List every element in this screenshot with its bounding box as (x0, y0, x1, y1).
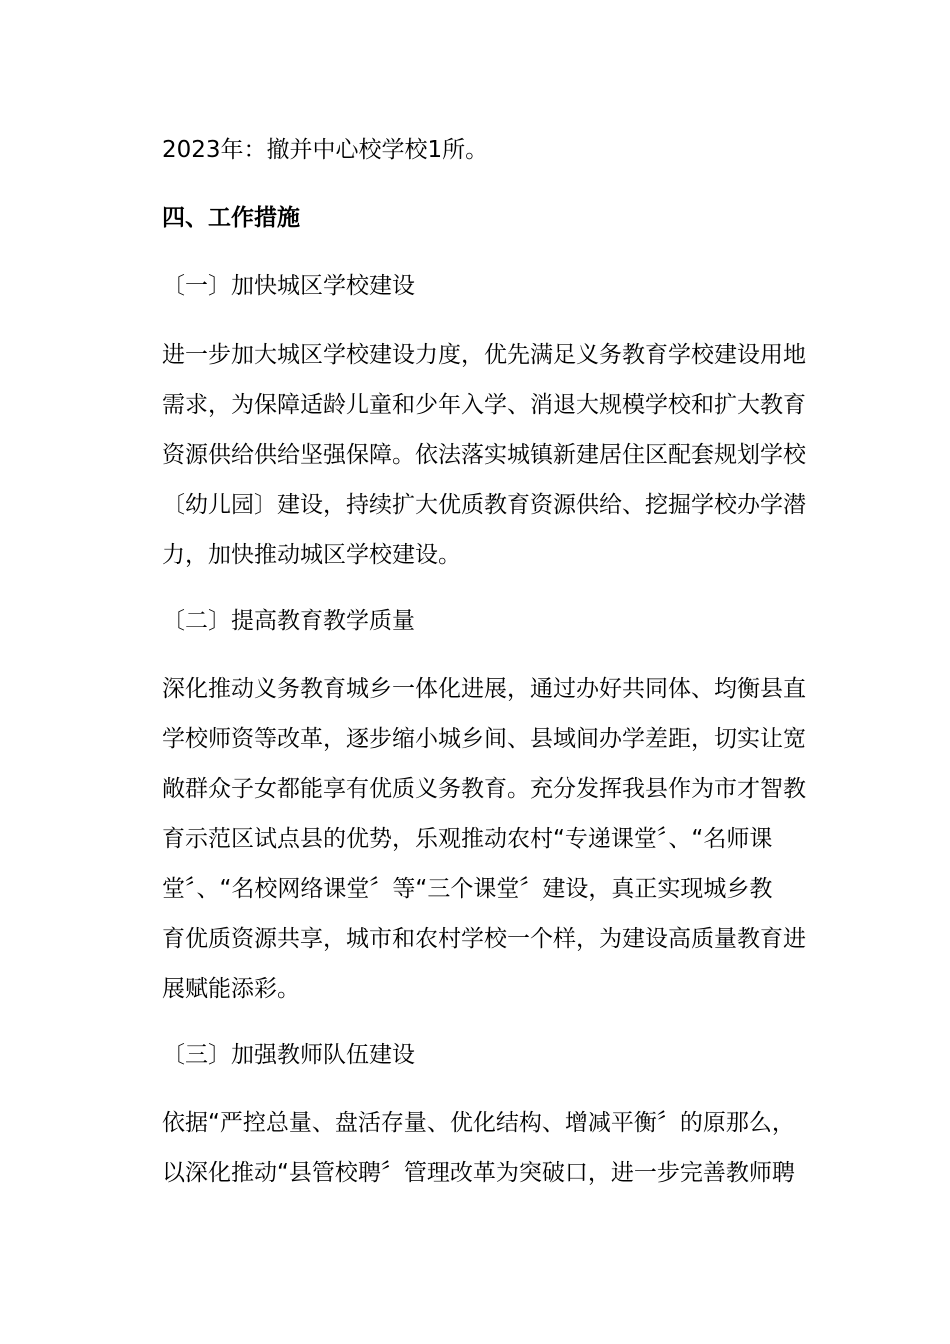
text-line: 力，加快推动城区学校建设。 (162, 542, 461, 568)
section-heading (162, 193, 802, 243)
text-line: 深化推动义务教育城乡一体化进展，通过办好共同体、均衡县直 (162, 676, 806, 702)
subsection-title-text: 〔二〕提高教育教学质量 (162, 608, 415, 634)
subsection-title-text: 〔一〕加快城区学校建设 (162, 273, 415, 299)
paragraph-2023 (162, 125, 802, 175)
text-line: 资源供给供给坚强保障。依法落实城镇新建居住区配套规划学校 (162, 442, 806, 468)
text-line: 需求，为保障适龄儿童和少年入学、消退大规模学校和扩大教育 (162, 392, 806, 418)
subsection-title-1 (162, 261, 802, 311)
text-line: 敞群众子女都能享有优质义务教育。充分发挥我县作为市才智教 (162, 776, 806, 802)
paragraph-sub2 (162, 664, 806, 1014)
text-line: 以深化推动“县管校聘〞管理改革为突破口，进一步完善教师聘 (162, 1160, 795, 1186)
subsection-title-3 (162, 1030, 802, 1080)
text-line: 堂〞、“名校网络课堂〞等“三个课堂〞建设，真正实现城乡教 (162, 876, 773, 902)
text-line: 育优质资源共享，城市和农村学校一个样，为建设高质量教育进 (162, 926, 806, 952)
text-line: 展赋能添彩。 (162, 976, 300, 1002)
text-line: 进一步加大城区学校建设力度，优先满足义务教育学校建设用地 (162, 342, 806, 368)
text-line: 2023年：撤并中心校学校1所。 (162, 137, 489, 163)
text-line: 依据“严控总量、盘活存量、优化结构、增减平衡〞的原那么， (162, 1110, 795, 1136)
section-heading-text: 四、工作措施 (162, 205, 300, 231)
text-line: 育示范区试点县的优势，乐观推动农村“专递课堂〞、“名师课 (162, 826, 773, 852)
subsection-title-2 (162, 596, 802, 646)
paragraph-sub3 (162, 1098, 802, 1198)
subsection-title-text: 〔三〕加强教师队伍建设 (162, 1042, 415, 1068)
paragraph-sub1 (162, 330, 806, 580)
text-line: 〔幼儿园〕建设，持续扩大优质教育资源供给、挖掘学校办学潜 (162, 492, 806, 518)
text-line: 学校师资等改革，逐步缩小城乡间、县域间办学差距，切实让宽 (162, 726, 806, 752)
